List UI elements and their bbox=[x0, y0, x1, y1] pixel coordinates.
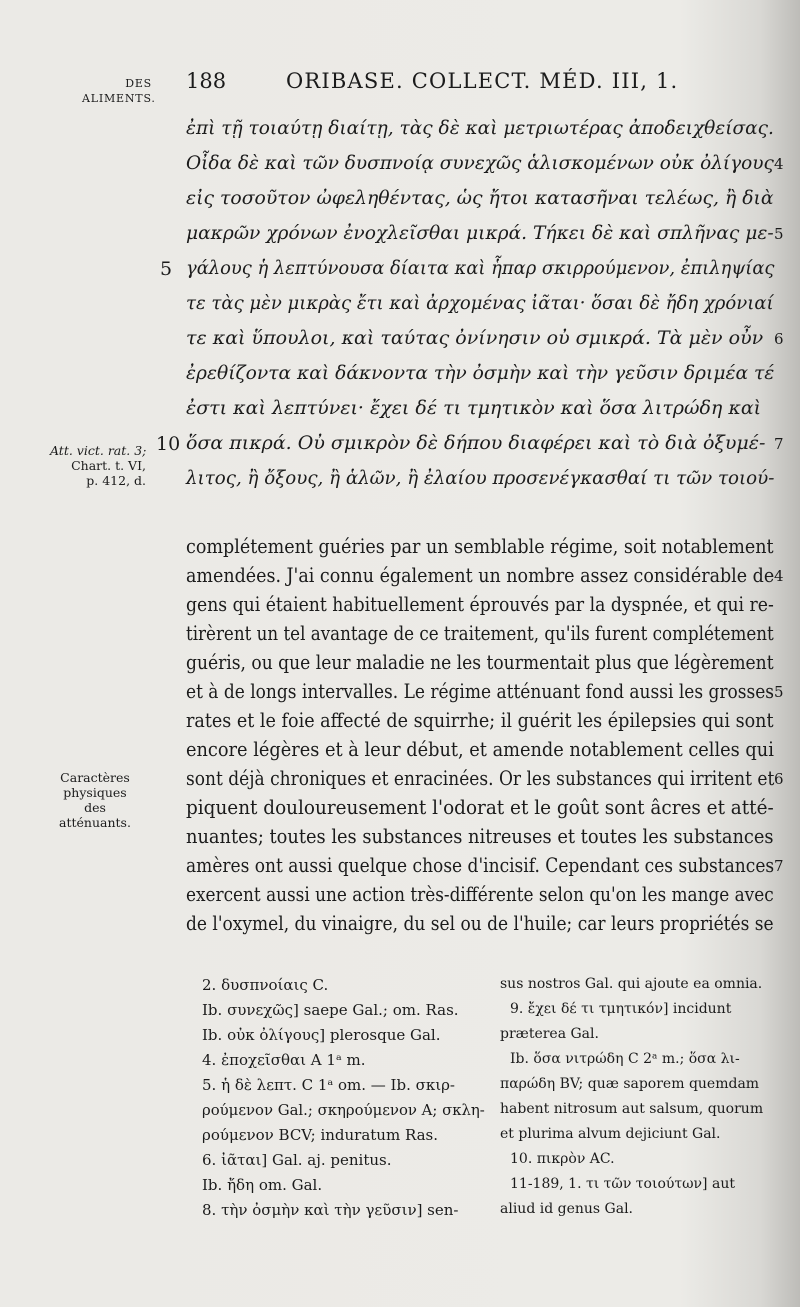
greek-line-number: 5 bbox=[160, 258, 173, 280]
section-label-line: DES bbox=[125, 77, 152, 90]
french-line: piquent douloureusement l'odorat et le goût sont âcres et atté- bbox=[186, 796, 774, 819]
greek-line: ἐστι καὶ λεπτύνει· ἔχει δέ τι τμητικὸν καὶ ὅσα λιτρώδη καὶ bbox=[186, 397, 762, 419]
french-right-number: 6 bbox=[774, 770, 784, 788]
greek-right-number: 4 bbox=[774, 155, 784, 173]
french-right-number: 7 bbox=[774, 857, 784, 875]
greek-line-number: 10 bbox=[156, 433, 181, 455]
greek-right-number: 7 bbox=[774, 435, 784, 453]
footnote-line: 5. ἡ δὲ λεπτ. C 1ᵃ om. — Ib. σκιρ- bbox=[202, 1076, 456, 1094]
greek-line: τε καὶ ὕπουλοι, καὶ ταύτας ὀνίνησιν οὐ σμικρά. Τὰ μὲν οὖν bbox=[186, 327, 764, 349]
margin-citation-line: Chart. t. VI, bbox=[71, 458, 146, 473]
footnote-line: 9. ἔχει δέ τι τμητικόν] incidunt bbox=[510, 1001, 732, 1017]
greek-line: μακρῶν χρόνων ἐνοχλεῖσθαι μικρά. Τήκει δὲ καὶ σπλῆνας με- bbox=[186, 222, 774, 244]
section-label bbox=[82, 76, 156, 106]
footnote-line: παρώδη BV; quæ saporem quemdam bbox=[500, 1076, 760, 1092]
french-line: amères ont aussi quelque chose d'incisif. Cependant ces substances bbox=[186, 854, 775, 877]
greek-line: λιτος, ἢ ὄξους, ἢ ἁλῶν, ἢ ἐλαίου προσενέγκασθαί τι τῶν τοιού- bbox=[186, 467, 775, 489]
greek-line: ὅσα πικρά. Οὐ σμικρὸν δὲ δήπου διαφέρει καὶ τὸ διὰ ὀξυμέ- bbox=[186, 432, 766, 454]
footnote-line: 6. ἰᾶται] Gal. aj. penitus. bbox=[202, 1151, 392, 1169]
footnote-line: aliud id genus Gal. bbox=[500, 1201, 633, 1217]
french-line: de l'oxymel, du vinaigre, du sel ou de l'huile; car leurs propriétés se bbox=[186, 912, 774, 935]
french-line: amendées. J'ai connu également un nombre assez considérable de bbox=[186, 564, 775, 587]
section-label-line: ALIMENTS. bbox=[82, 92, 156, 105]
french-line: tirèrent un tel avantage de ce traitement, qu'ils furent complétement bbox=[186, 622, 774, 645]
french-line: complétement guéries par un semblable régime, soit notablement bbox=[186, 535, 774, 558]
margin-topic-line: Caractères bbox=[60, 770, 130, 785]
footnote-line: Ib. συνεχῶς] saepe Gal.; om. Ras. bbox=[202, 1001, 459, 1019]
greek-right-number: 5 bbox=[774, 225, 784, 243]
footnote-line: et plurima alvum dejiciunt Gal. bbox=[500, 1126, 721, 1142]
footnote-line: sus nostros Gal. qui ajoute ea omnia. bbox=[500, 976, 763, 992]
page-number: 188 bbox=[186, 69, 227, 93]
footnote-line: 11-189, 1. τι τῶν τοιούτων] aut bbox=[510, 1176, 735, 1192]
french-line: encore légères et à leur début, et amende notablement celles qui bbox=[186, 738, 774, 761]
margin-topic-line: physiques bbox=[63, 785, 127, 800]
footnote-line: 8. τὴν ὀσμὴν καὶ τὴν γεῦσιν] sen- bbox=[202, 1201, 459, 1219]
french-line: rates et le foie affecté de squirrhe; il guérit les épilepsies qui sont bbox=[186, 709, 774, 732]
french-line: guéris, ou que leur maladie ne les tourmentait plus que légèrement bbox=[186, 651, 774, 674]
french-line: gens qui étaient habituellement éprouvés par la dyspnée, et qui re- bbox=[186, 593, 774, 616]
greek-line: εἰς τοσοῦτον ὠφεληθέντας, ὡς ἤτοι κατασῆναι τελέως, ἢ διὰ bbox=[186, 187, 774, 209]
footnote-line: ρούμενον BCV; induratum Ras. bbox=[202, 1126, 439, 1144]
footnote-line: 2. δυσπνοίαις C. bbox=[202, 976, 329, 994]
french-line: nuantes; toutes les substances nitreuses et toutes les substances bbox=[186, 825, 774, 848]
running-title: ORIBASE. COLLECT. MÉD. III, 1. bbox=[286, 69, 679, 93]
footnote-line: habent nitrosum aut salsum, quorum bbox=[500, 1101, 764, 1117]
margin-topic-line: des bbox=[84, 800, 106, 815]
footnote-line: Ib. οὐκ ὀλίγους] plerosque Gal. bbox=[202, 1026, 441, 1044]
margin-citation-line: Att. vict. rat. 3; bbox=[50, 443, 147, 458]
greek-line: Οἶδα δὲ καὶ τῶν δυσπνοίᾳ συνεχῶς ἁλισκομένων οὐκ ὀλίγους bbox=[186, 152, 774, 174]
footnote-line: Ib. ἤδη om. Gal. bbox=[202, 1176, 323, 1194]
french-right-number: 4 bbox=[774, 567, 784, 585]
footnote-line: Ib. ὅσα νιτρώδη C 2ᵃ m.; ὅσα λι- bbox=[510, 1051, 740, 1067]
margin-citation bbox=[50, 443, 146, 488]
greek-line: τε τὰς μὲν μικρὰς ἔτι καὶ ἀρχομένας ἰᾶται· ὅσαι δὲ ἤδη χρόνιαί bbox=[186, 292, 774, 314]
greek-right-number: 6 bbox=[774, 330, 784, 348]
french-line: et à de longs intervalles. Le régime atténuant fond aussi les grosses bbox=[186, 680, 774, 703]
french-right-number: 5 bbox=[774, 683, 784, 701]
greek-line: γάλους ἡ λεπτύνουσα δίαιτα καὶ ἧπαρ σκιρρούμενον, ἐπιληψίας bbox=[186, 257, 775, 279]
footnote-line: præterea Gal. bbox=[500, 1026, 599, 1042]
margin-citation-line: p. 412, d. bbox=[86, 473, 146, 488]
footnote-line: ρούμενον Gal.; σκηρούμενον A; σκλη- bbox=[202, 1101, 485, 1119]
greek-line: ἐρεθίζοντα καὶ δάκνοντα τὴν ὀσμὴν καὶ τὴν γεῦσιν δριμέα τέ bbox=[186, 362, 775, 384]
french-line: exercent aussi une action très-différente selon qu'on les mange avec bbox=[186, 883, 774, 906]
margin-topic-line: atténuants. bbox=[59, 815, 131, 830]
margin-topic-note bbox=[50, 770, 140, 830]
footnote-line: 4. ἐποχεῖσθαι A 1ᵃ m. bbox=[202, 1051, 366, 1069]
footnote-line: 10. πικρὸν AC. bbox=[510, 1151, 615, 1167]
french-line: sont déjà chroniques et enracinées. Or les substances qui irritent et bbox=[186, 767, 775, 790]
greek-line: ἐπὶ τῇ τοιαύτῃ διαίτῃ, τὰς δὲ καὶ μετριωτέρας ἀποδειχθείσας. bbox=[186, 117, 774, 139]
